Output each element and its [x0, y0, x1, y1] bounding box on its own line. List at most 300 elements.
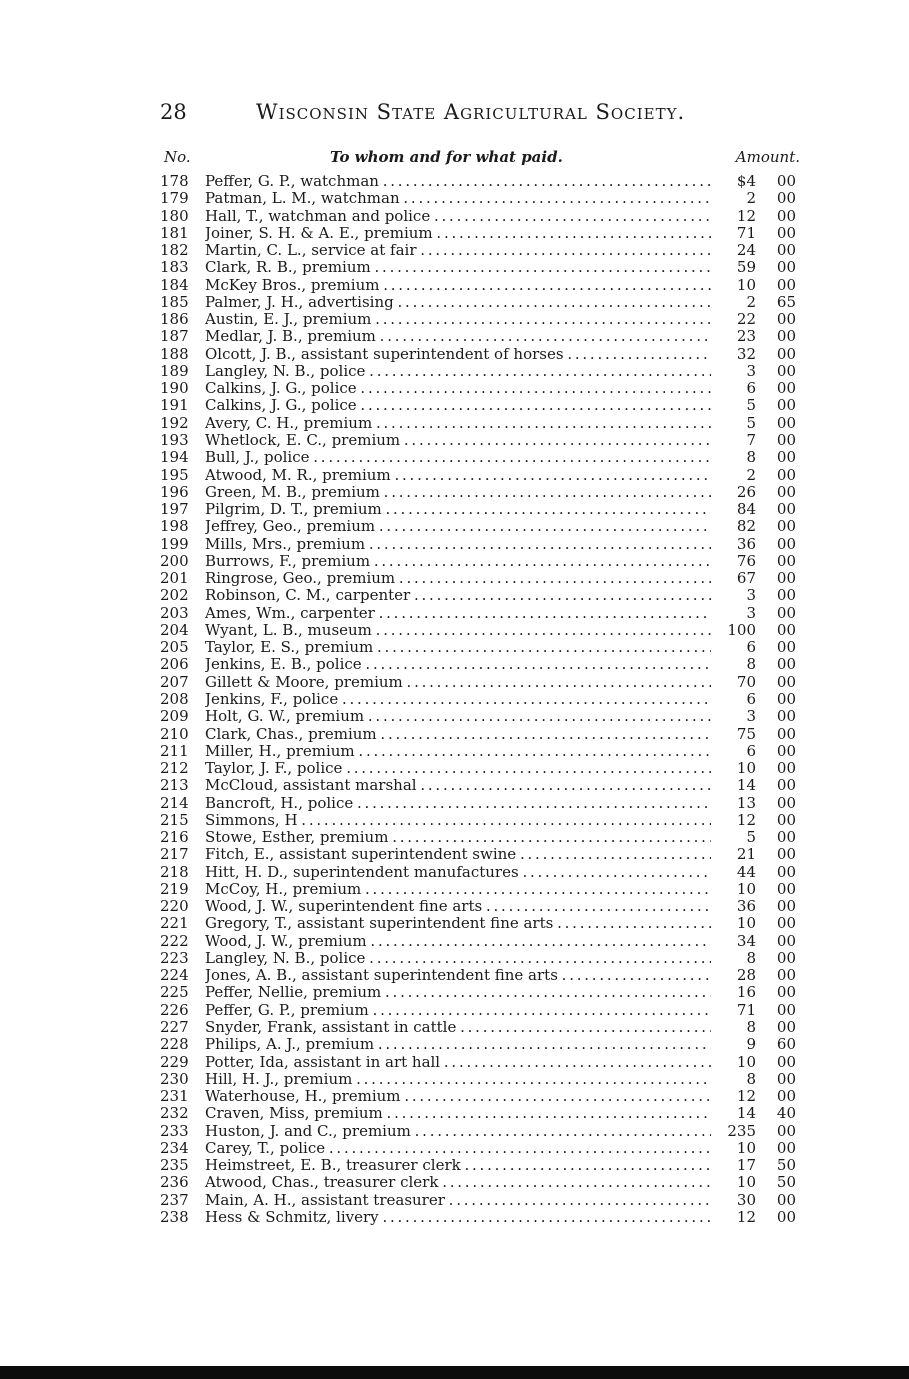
table-row — [160, 397, 800, 414]
payee-entry: Olcott, J. B., assistant superintendent of horses . . . — [205, 346, 711, 363]
payee-entry: Ames, Wm., carpenter . . . — [205, 605, 711, 622]
table-row — [160, 915, 800, 932]
table-row — [160, 726, 800, 743]
payee-entry: Medlar, J. B., premium . . . — [205, 328, 711, 345]
payee-entry: Calkins, J. G., police . . . — [205, 397, 711, 414]
payee-entry: Ringrose, Geo., premium . . . — [205, 570, 711, 587]
payee-entry: Hall, T., watchman and police . . . — [205, 208, 711, 225]
payee-entry: Austin, E. J., premium . . . — [205, 311, 711, 328]
amount-cents: 00 — [776, 862, 796, 881]
amount-cents: 00 — [776, 1207, 796, 1226]
amount-cents: 00 — [776, 172, 796, 190]
voucher-number: 208 — [160, 689, 189, 708]
amount-dollars: 3 — [746, 586, 756, 605]
amount-cents: 50 — [776, 1173, 796, 1192]
voucher-number: 229 — [160, 1052, 189, 1071]
payee-entry: Jones, A. B., assistant superintendent fine arts . . . — [205, 967, 711, 984]
voucher-number: 211 — [160, 741, 189, 760]
amount-dollars: 28 — [736, 966, 756, 985]
amount-cents: 00 — [776, 793, 796, 812]
payee-entry: McCloud, assistant marshal . . . — [205, 777, 711, 794]
amount-dollars: 76 — [736, 551, 756, 570]
payee-entry: Clark, Chas., premium . . . — [205, 726, 711, 743]
table-row — [160, 536, 800, 553]
amount-dollars: 12 — [736, 206, 756, 225]
amount-dollars: 8 — [746, 1018, 756, 1037]
amount-cents: 00 — [776, 1052, 796, 1071]
amount-cents: 00 — [776, 741, 796, 760]
amount-dollars: 5 — [746, 396, 756, 415]
voucher-number: 199 — [160, 534, 189, 553]
amount-dollars: 235 — [727, 1121, 756, 1140]
amount-cents: 00 — [776, 586, 796, 605]
amount-cents: 00 — [776, 672, 796, 691]
voucher-number: 220 — [160, 897, 189, 916]
table-row — [160, 967, 800, 984]
voucher-number: 198 — [160, 517, 189, 536]
amount-cents: 00 — [776, 620, 796, 639]
amount-cents: 00 — [776, 1069, 796, 1088]
table-row — [160, 812, 800, 829]
table-row — [160, 950, 800, 967]
payee-entry: Wood, J. W., premium . . . — [205, 933, 711, 950]
table-row — [160, 484, 800, 501]
voucher-number: 180 — [160, 206, 189, 225]
column-header-amount: Amount. — [735, 148, 800, 166]
amount-cents: 00 — [776, 206, 796, 225]
voucher-number: 189 — [160, 361, 189, 380]
amount-cents: 60 — [776, 1035, 796, 1054]
payee-entry: Robinson, C. M., carpenter . . . — [205, 587, 711, 604]
payee-entry: Peffer, G. P., premium . . . — [205, 1002, 711, 1019]
payee-entry: Huston, J. and C., premium . . . — [205, 1123, 711, 1140]
table-row — [160, 328, 800, 345]
payee-entry: Main, A. H., assistant treasurer . . . — [205, 1192, 711, 1209]
amount-cents: 00 — [776, 1190, 796, 1209]
voucher-number: 225 — [160, 983, 189, 1002]
table-row — [160, 277, 800, 294]
voucher-number: 212 — [160, 759, 189, 778]
payee-entry: Snyder, Frank, assistant in cattle . . . — [205, 1019, 711, 1036]
payee-entry: Wood, J. W., superintendent fine arts . . . — [205, 898, 711, 915]
voucher-number: 188 — [160, 344, 189, 363]
amount-dollars: 6 — [746, 689, 756, 708]
amount-cents: 00 — [776, 724, 796, 743]
amount-dollars: 7 — [746, 430, 756, 449]
amount-cents: 00 — [776, 1121, 796, 1140]
amount-dollars: 44 — [736, 862, 756, 881]
amount-dollars: 3 — [746, 361, 756, 380]
voucher-number: 222 — [160, 931, 189, 950]
amount-cents: 00 — [776, 396, 796, 415]
amount-cents: 00 — [776, 551, 796, 570]
table-row — [160, 587, 800, 604]
voucher-number: 215 — [160, 810, 189, 829]
table-row — [160, 846, 800, 863]
payee-entry: Taylor, E. S., premium . . . — [205, 639, 711, 656]
payee-entry: Jeffrey, Geo., premium . . . — [205, 518, 711, 535]
voucher-number: 226 — [160, 1000, 189, 1019]
payee-entry: Bull, J., police . . . — [205, 449, 711, 466]
voucher-number: 197 — [160, 500, 189, 519]
table-row — [160, 881, 800, 898]
amount-dollars: 10 — [736, 1052, 756, 1071]
table-row — [160, 984, 800, 1001]
table-row — [160, 501, 800, 518]
amount-cents: 00 — [776, 1018, 796, 1037]
voucher-number: 196 — [160, 482, 189, 501]
amount-dollars: 34 — [736, 931, 756, 950]
page-number: 28 — [160, 100, 187, 124]
amount-dollars: 10 — [736, 1138, 756, 1157]
table-row — [160, 1036, 800, 1053]
payee-entry: Peffer, Nellie, premium . . . — [205, 984, 711, 1001]
amount-dollars: $4 — [736, 172, 756, 190]
amount-dollars: 21 — [736, 845, 756, 864]
amount-cents: 40 — [776, 1104, 796, 1123]
voucher-number: 233 — [160, 1121, 189, 1140]
voucher-number: 238 — [160, 1207, 189, 1226]
table-row — [160, 225, 800, 242]
payee-entry: Jenkins, F., police . . . — [205, 691, 711, 708]
amount-cents: 00 — [776, 1000, 796, 1019]
payments-list — [160, 173, 800, 1226]
amount-dollars: 36 — [736, 897, 756, 916]
amount-cents: 00 — [776, 845, 796, 864]
table-row — [160, 795, 800, 812]
voucher-number: 179 — [160, 189, 189, 208]
payee-entry: Hill, H. J., premium . . . — [205, 1071, 711, 1088]
amount-cents: 00 — [776, 534, 796, 553]
amount-dollars: 14 — [736, 1104, 756, 1123]
voucher-number: 234 — [160, 1138, 189, 1157]
amount-dollars: 5 — [746, 413, 756, 432]
voucher-number: 237 — [160, 1190, 189, 1209]
table-row — [160, 1209, 800, 1226]
table-row — [160, 777, 800, 794]
table-row — [160, 380, 800, 397]
payee-entry: Patman, L. M., watchman . . . — [205, 190, 711, 207]
amount-dollars: 2 — [746, 465, 756, 484]
table-row — [160, 415, 800, 432]
voucher-number: 210 — [160, 724, 189, 743]
table-row — [160, 829, 800, 846]
amount-dollars: 10 — [736, 759, 756, 778]
payee-entry: Langley, N. B., police . . . — [205, 363, 711, 380]
amount-cents: 00 — [776, 1087, 796, 1106]
amount-dollars: 71 — [736, 1000, 756, 1019]
amount-cents: 00 — [776, 189, 796, 208]
amount-dollars: 12 — [736, 1207, 756, 1226]
voucher-number: 187 — [160, 327, 189, 346]
voucher-number: 216 — [160, 828, 189, 847]
table-row — [160, 708, 800, 725]
table-row — [160, 1157, 800, 1174]
amount-dollars: 100 — [727, 620, 756, 639]
payee-entry: McCoy, H., premium . . . — [205, 881, 711, 898]
table-row — [160, 691, 800, 708]
payee-entry: Calkins, J. G., police . . . — [205, 380, 711, 397]
amount-dollars: 5 — [746, 828, 756, 847]
amount-cents: 00 — [776, 931, 796, 950]
table-row — [160, 1192, 800, 1209]
amount-cents: 00 — [776, 966, 796, 985]
amount-cents: 00 — [776, 361, 796, 380]
amount-dollars: 70 — [736, 672, 756, 691]
voucher-number: 190 — [160, 379, 189, 398]
amount-cents: 00 — [776, 275, 796, 294]
table-row — [160, 1174, 800, 1191]
payee-entry: Heimstreet, E. B., treasurer clerk . . . — [205, 1157, 711, 1174]
amount-dollars: 82 — [736, 517, 756, 536]
table-row — [160, 570, 800, 587]
amount-cents: 00 — [776, 327, 796, 346]
table-row — [160, 622, 800, 639]
amount-cents: 00 — [776, 569, 796, 588]
table-row — [160, 898, 800, 915]
page-header — [160, 100, 720, 130]
table-row — [160, 553, 800, 570]
amount-dollars: 75 — [736, 724, 756, 743]
voucher-number: 207 — [160, 672, 189, 691]
payee-entry: Philips, A. J., premium . . . — [205, 1036, 711, 1053]
amount-dollars: 16 — [736, 983, 756, 1002]
table-row — [160, 1002, 800, 1019]
voucher-number: 236 — [160, 1173, 189, 1192]
payee-entry: Atwood, M. R., premium . . . — [205, 467, 711, 484]
voucher-number: 227 — [160, 1018, 189, 1037]
payee-entry: Stowe, Esther, premium . . . — [205, 829, 711, 846]
voucher-number: 184 — [160, 275, 189, 294]
voucher-number: 182 — [160, 241, 189, 260]
amount-dollars: 8 — [746, 1069, 756, 1088]
amount-dollars: 10 — [736, 914, 756, 933]
amount-cents: 00 — [776, 379, 796, 398]
payee-entry: McKey Bros., premium . . . — [205, 277, 711, 294]
amount-cents: 00 — [776, 828, 796, 847]
amount-dollars: 6 — [746, 379, 756, 398]
voucher-number: 193 — [160, 430, 189, 449]
amount-cents: 00 — [776, 344, 796, 363]
amount-cents: 00 — [776, 879, 796, 898]
amount-cents: 00 — [776, 258, 796, 277]
table-row — [160, 259, 800, 276]
amount-dollars: 12 — [736, 1087, 756, 1106]
amount-dollars: 10 — [736, 1173, 756, 1192]
voucher-number: 204 — [160, 620, 189, 639]
payee-entry: Taylor, J. F., police . . . — [205, 760, 711, 777]
table-row — [160, 242, 800, 259]
table-row — [160, 518, 800, 535]
amount-dollars: 36 — [736, 534, 756, 553]
payee-entry: Miller, H., premium . . . — [205, 743, 711, 760]
amount-cents: 00 — [776, 759, 796, 778]
amount-cents: 00 — [776, 638, 796, 657]
amount-dollars: 24 — [736, 241, 756, 260]
table-row — [160, 605, 800, 622]
table-row — [160, 467, 800, 484]
payee-entry: Green, M. B., premium . . . — [205, 484, 711, 501]
amount-cents: 00 — [776, 482, 796, 501]
voucher-number: 201 — [160, 569, 189, 588]
voucher-number: 214 — [160, 793, 189, 812]
payee-entry: Pilgrim, D. T., premium . . . — [205, 501, 711, 518]
table-row — [160, 1019, 800, 1036]
amount-dollars: 10 — [736, 879, 756, 898]
amount-dollars: 9 — [746, 1035, 756, 1054]
amount-dollars: 59 — [736, 258, 756, 277]
amount-dollars: 6 — [746, 741, 756, 760]
voucher-number: 185 — [160, 292, 189, 311]
amount-dollars: 30 — [736, 1190, 756, 1209]
payee-entry: Peffer, G. P., watchman . . . — [205, 173, 711, 190]
payee-entry: Bancroft, H., police . . . — [205, 795, 711, 812]
table-row — [160, 933, 800, 950]
scan-edge-bar — [0, 1366, 909, 1379]
table-row — [160, 190, 800, 207]
amount-dollars: 10 — [736, 275, 756, 294]
amount-dollars: 8 — [746, 948, 756, 967]
payee-entry: Waterhouse, H., premium . . . — [205, 1088, 711, 1105]
amount-dollars: 3 — [746, 603, 756, 622]
payee-entry: Hess & Schmitz, livery . . . — [205, 1209, 711, 1226]
table-row — [160, 294, 800, 311]
table-row — [160, 656, 800, 673]
payee-entry: Whetlock, E. C., premium . . . — [205, 432, 711, 449]
amount-dollars: 67 — [736, 569, 756, 588]
amount-cents: 00 — [776, 948, 796, 967]
amount-cents: 00 — [776, 223, 796, 242]
column-header-no: No. — [164, 148, 191, 166]
voucher-number: 230 — [160, 1069, 189, 1088]
voucher-number: 194 — [160, 448, 189, 467]
amount-dollars: 22 — [736, 310, 756, 329]
amount-dollars: 8 — [746, 655, 756, 674]
payee-entry: Craven, Miss, premium . . . — [205, 1105, 711, 1122]
amount-cents: 00 — [776, 655, 796, 674]
table-row — [160, 173, 800, 190]
voucher-number: 235 — [160, 1156, 189, 1175]
payee-entry: Simmons, H . . . — [205, 812, 711, 829]
table-row — [160, 311, 800, 328]
amount-cents: 50 — [776, 1156, 796, 1175]
voucher-number: 224 — [160, 966, 189, 985]
table-row — [160, 743, 800, 760]
amount-cents: 00 — [776, 603, 796, 622]
amount-cents: 00 — [776, 707, 796, 726]
amount-cents: 65 — [776, 292, 796, 311]
payee-entry: Avery, C. H., premium . . . — [205, 415, 711, 432]
payee-entry: Carey, T., police . . . — [205, 1140, 711, 1157]
voucher-number: 213 — [160, 776, 189, 795]
payee-entry: Holt, G. W., premium . . . — [205, 708, 711, 725]
table-row — [160, 1105, 800, 1122]
running-head: Wisconsin State Agricultural Society. — [256, 100, 686, 124]
amount-dollars: 6 — [746, 638, 756, 657]
table-row — [160, 639, 800, 656]
amount-cents: 00 — [776, 983, 796, 1002]
amount-dollars: 26 — [736, 482, 756, 501]
voucher-number: 202 — [160, 586, 189, 605]
table-row — [160, 1071, 800, 1088]
payee-entry: Hitt, H. D., superintendent manufactures . . . — [205, 864, 711, 881]
voucher-number: 178 — [160, 172, 189, 190]
voucher-number: 219 — [160, 879, 189, 898]
amount-cents: 00 — [776, 1138, 796, 1157]
amount-dollars: 14 — [736, 776, 756, 795]
amount-cents: 00 — [776, 689, 796, 708]
payee-entry: Jenkins, E. B., police . . . — [205, 656, 711, 673]
amount-cents: 00 — [776, 776, 796, 795]
payee-entry: Clark, R. B., premium . . . — [205, 259, 711, 276]
amount-dollars: 23 — [736, 327, 756, 346]
payee-entry: Burrows, F., premium . . . — [205, 553, 711, 570]
voucher-number: 232 — [160, 1104, 189, 1123]
amount-dollars: 8 — [746, 448, 756, 467]
amount-cents: 00 — [776, 430, 796, 449]
amount-cents: 00 — [776, 517, 796, 536]
voucher-number: 181 — [160, 223, 189, 242]
table-row — [160, 1123, 800, 1140]
payee-entry: Palmer, J. H., advertising . . . — [205, 294, 711, 311]
voucher-number: 200 — [160, 551, 189, 570]
amount-cents: 00 — [776, 241, 796, 260]
payee-entry: Wyant, L. B., museum . . . — [205, 622, 711, 639]
amount-dollars: 13 — [736, 793, 756, 812]
voucher-number: 183 — [160, 258, 189, 277]
amount-dollars: 2 — [746, 292, 756, 311]
voucher-number: 203 — [160, 603, 189, 622]
payee-entry: Langley, N. B., police . . . — [205, 950, 711, 967]
amount-dollars: 12 — [736, 810, 756, 829]
voucher-number: 209 — [160, 707, 189, 726]
amount-cents: 00 — [776, 500, 796, 519]
amount-dollars: 3 — [746, 707, 756, 726]
amount-dollars: 71 — [736, 223, 756, 242]
voucher-number: 221 — [160, 914, 189, 933]
amount-dollars: 17 — [736, 1156, 756, 1175]
amount-cents: 00 — [776, 448, 796, 467]
table-row — [160, 1140, 800, 1157]
table-row — [160, 674, 800, 691]
voucher-number: 223 — [160, 948, 189, 967]
amount-cents: 00 — [776, 810, 796, 829]
voucher-number: 228 — [160, 1035, 189, 1054]
payee-entry: Atwood, Chas., treasurer clerk . . . — [205, 1174, 711, 1191]
table-row — [160, 864, 800, 881]
table-row — [160, 208, 800, 225]
payee-entry: Mills, Mrs., premium . . . — [205, 536, 711, 553]
amount-cents: 00 — [776, 465, 796, 484]
table-row — [160, 449, 800, 466]
voucher-number: 192 — [160, 413, 189, 432]
payee-entry: Fitch, E., assistant superintendent swine . . . — [205, 846, 711, 863]
payee-entry: Martin, C. L., service at fair . . . — [205, 242, 711, 259]
amount-dollars: 2 — [746, 189, 756, 208]
voucher-number: 191 — [160, 396, 189, 415]
amount-dollars: 32 — [736, 344, 756, 363]
column-header-whom: To whom and for what paid. — [330, 148, 563, 166]
payee-entry: Gillett & Moore, premium . . . — [205, 674, 711, 691]
amount-cents: 00 — [776, 897, 796, 916]
payee-entry: Potter, Ida, assistant in art hall . . . — [205, 1054, 711, 1071]
payee-entry: Gregory, T., assistant superintendent fine arts . . . — [205, 915, 711, 932]
voucher-number: 231 — [160, 1087, 189, 1106]
amount-cents: 00 — [776, 413, 796, 432]
amount-dollars: 84 — [736, 500, 756, 519]
voucher-number: 218 — [160, 862, 189, 881]
payee-entry: Joiner, S. H. & A. E., premium . . . — [205, 225, 711, 242]
